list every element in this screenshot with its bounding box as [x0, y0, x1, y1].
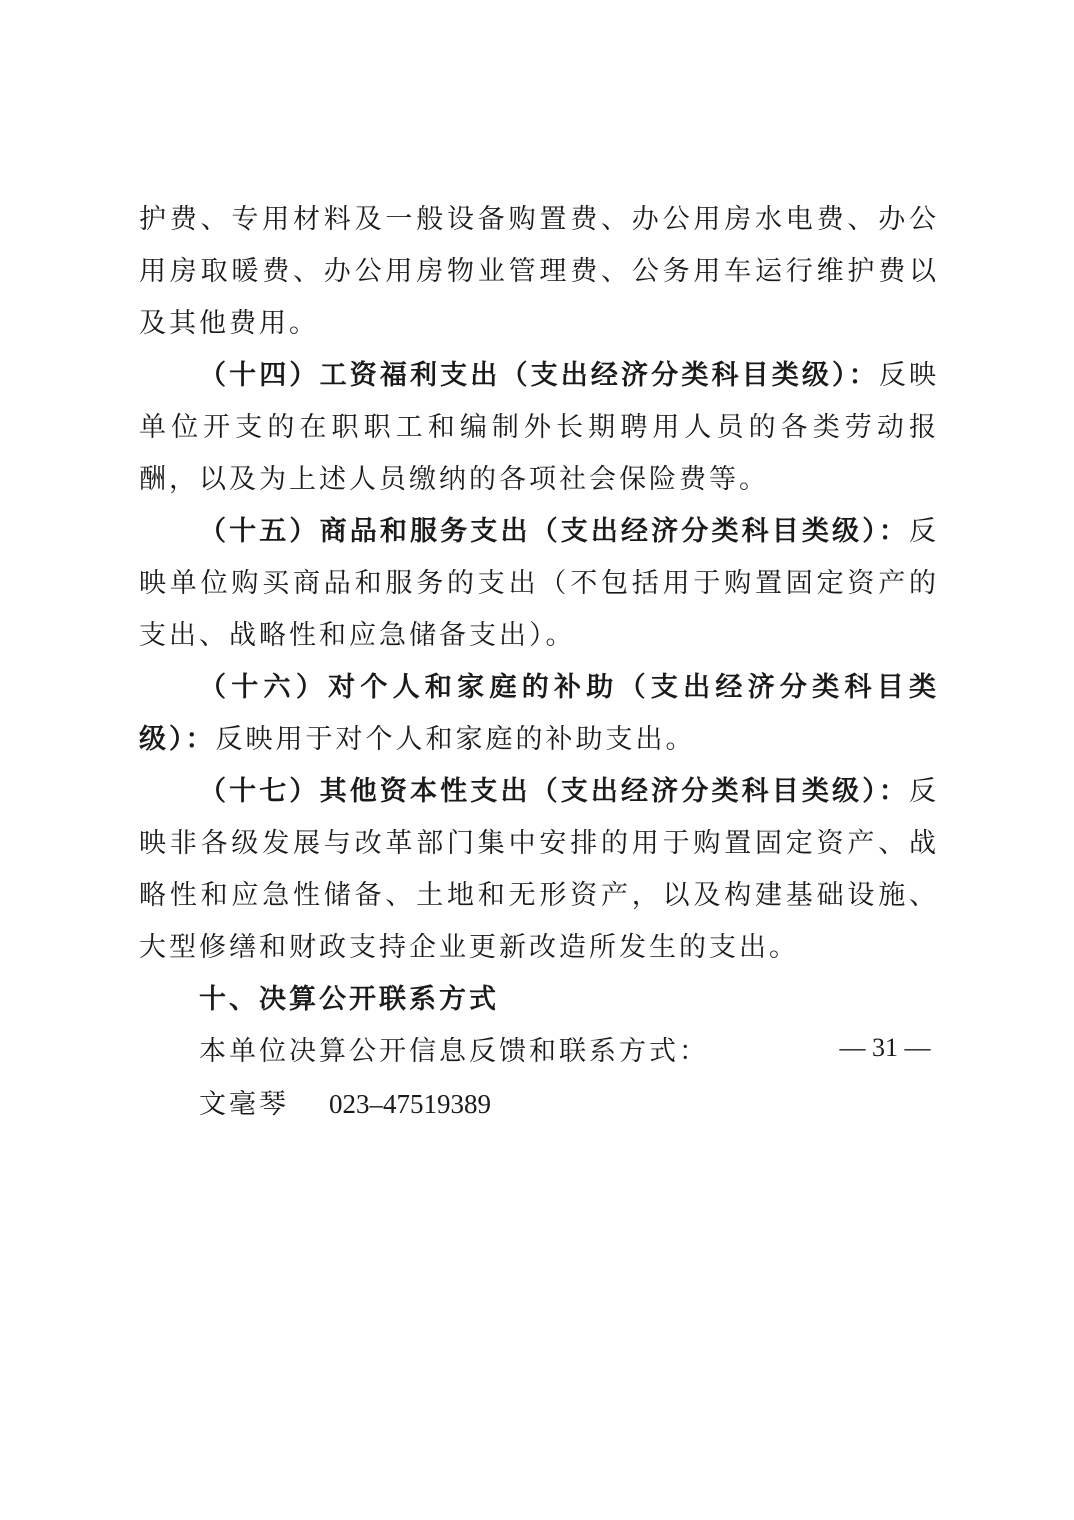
contact-phone: 023–47519389	[329, 1089, 491, 1119]
paragraph-item-15	[139, 506, 939, 662]
paragraph-item-14	[139, 350, 939, 506]
item-17-body: 反映非各级发展与改革部门集中安排的用于购置固定资产、战略性和应急性储备、土地和无形资产，以及构建基础设施、大型修缮和财政支持企业更新改造所发生的支出。	[139, 776, 939, 963]
item-14-body: 反映单位开支的在职职工和编制外长期聘用人员的各类劳动报酬，以及为上述人员缴纳的各项社会保险费等。	[139, 360, 940, 495]
contact-line	[139, 1078, 939, 1131]
section-heading: 十、决算公开联系方式	[199, 984, 499, 1015]
item-16-title: （十六）对个人和家庭的补助（支出经济分类科目类级）：	[139, 672, 939, 755]
paragraph-text: 护费、专用材料及一般设备购置费、办公用房水电费、办公用房取暖费、办公用房物业管理费、公务用车运行维护费以及其他费用。	[139, 204, 939, 339]
item-15-title: （十五）商品和服务支出（支出经济分类科目类级）：	[199, 516, 909, 547]
item-17-title: （十七）其他资本性支出（支出经济分类科目类级）：	[199, 776, 909, 807]
item-15-body: 反映单位购买商品和服务的支出（不包括用于购置固定资产的支出、战略性和应急储备支出）。	[139, 516, 939, 651]
item-14-title: （十四）工资福利支出（支出经济分类科目类级）：	[199, 360, 879, 391]
paragraph-item-17	[139, 766, 939, 974]
paragraph-item-16	[139, 662, 939, 766]
contact-intro: 本单位决算公开信息反馈和联系方式：	[199, 1036, 709, 1067]
paragraph-continuation	[139, 194, 939, 350]
page-number: — 31 —	[839, 1033, 931, 1062]
document-body	[139, 194, 939, 1131]
item-16-body: 反映用于对个人和家庭的补助支出。	[215, 724, 696, 755]
contact-name: 文毫琴	[199, 1089, 289, 1120]
